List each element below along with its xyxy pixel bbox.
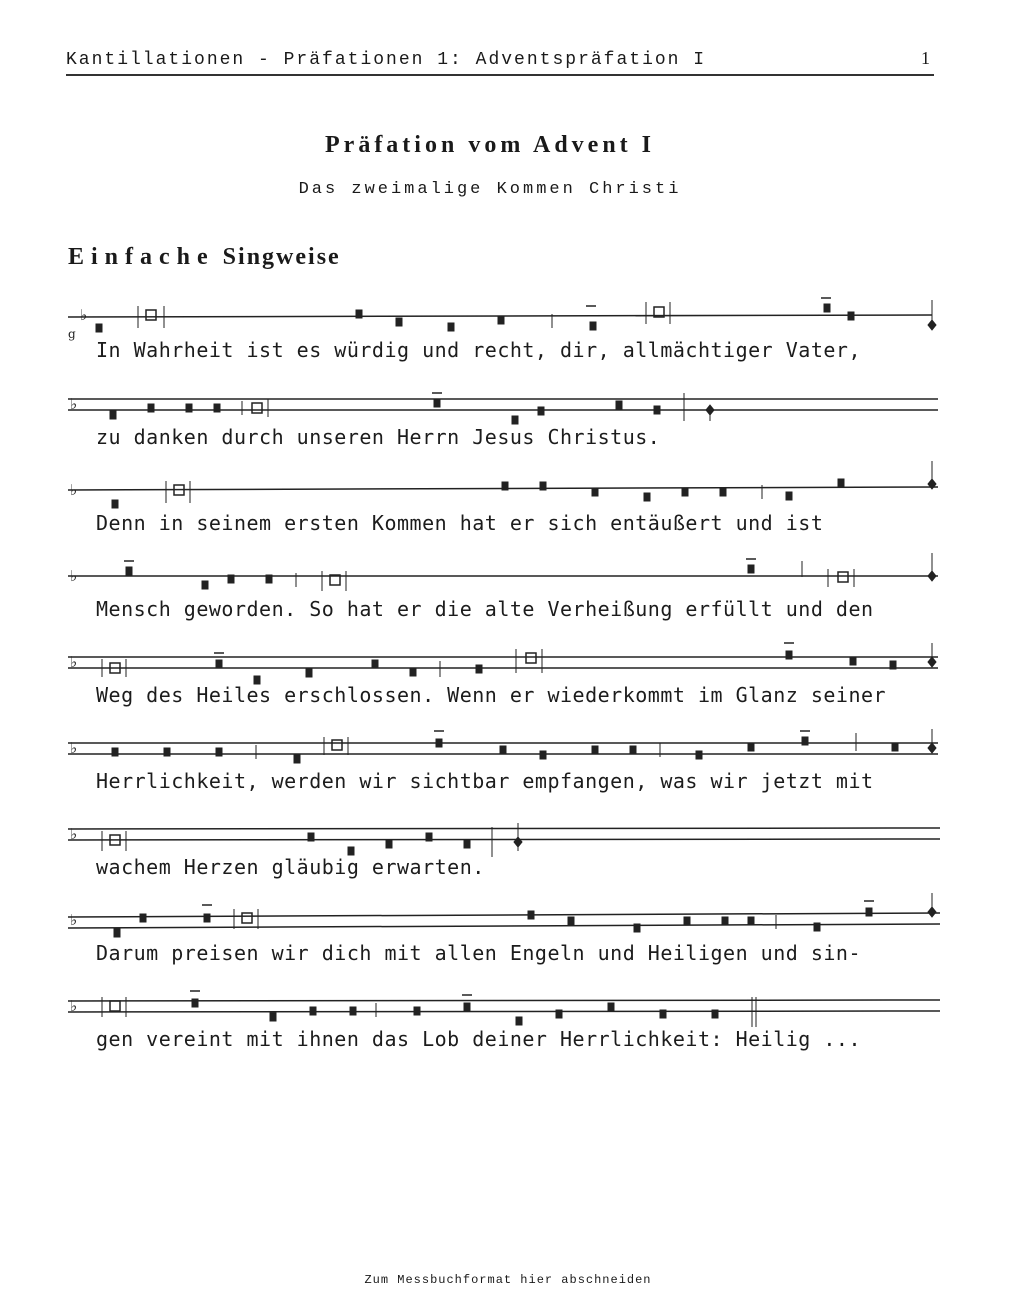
chant-system (66, 815, 946, 895)
chant-staff (66, 298, 946, 341)
chant-system (66, 557, 946, 637)
page-subtitle: Das zweimalige Kommen Christi (298, 180, 682, 199)
svg-text:♭: ♭ (70, 825, 78, 843)
chant-staff (66, 557, 946, 597)
chant-lyric-line: wachem Herzen gläubig erwarten. (96, 855, 485, 879)
section-heading-word1: Einfache (68, 244, 215, 270)
chant-staff (66, 815, 946, 855)
chant-lyric-line: Weg des Heiles erschlossen. Wenn er wiederkommt im Glanz seiner (96, 683, 887, 707)
running-header (66, 46, 934, 76)
chant-lyric-line: Darum preisen wir dich mit allen Engeln und Heiligen und sin- (96, 941, 862, 965)
chant-lyric-line: In Wahrheit ist es würdig und recht, dir, allmächtiger Vater, (96, 338, 862, 362)
svg-text:♭: ♭ (70, 739, 78, 757)
svg-text:♭: ♭ (70, 481, 78, 499)
running-title: Kantillationen - Präfationen 1: Adventspräfation I (66, 50, 707, 70)
svg-text:♭: ♭ (70, 653, 78, 671)
chant-system (66, 471, 946, 551)
chant-staff (66, 729, 946, 769)
chant-lyric-line: Denn in seinem ersten Kommen hat er sich entäußert und ist (96, 511, 824, 535)
chant-system (66, 385, 946, 465)
chant-lyric-line: Mensch geworden. So hat er die alte Verheißung erfüllt und den (96, 597, 874, 621)
section-heading-word2: Singweise (222, 244, 341, 270)
chant-staff (66, 643, 946, 683)
chant-lyric-line: Herrlichkeit, werden wir sichtbar empfangen, was wir jetzt mit (96, 769, 874, 793)
chant-lyric-line: gen vereint mit ihnen das Lob deiner Herrlichkeit: Heilig ... (96, 1027, 862, 1051)
svg-text:♭: ♭ (80, 306, 88, 324)
chant-staff (66, 901, 946, 941)
section-heading (68, 244, 341, 271)
page-title: Präfation vom Advent I (325, 132, 655, 158)
chant-system (66, 901, 946, 981)
cut-guide-note: Zum Messbuchformat hier abschneiden (364, 1273, 652, 1287)
chant-system (66, 298, 946, 378)
chant-system (66, 729, 946, 809)
chant-lyric-line: zu danken durch unseren Herrn Jesus Christus. (96, 425, 661, 449)
svg-text:♭: ♭ (70, 395, 78, 413)
svg-text:♭: ♭ (70, 911, 78, 929)
chant-staff (66, 987, 946, 1027)
chant-system (66, 987, 946, 1067)
svg-text:g: g (68, 327, 76, 341)
svg-text:♭: ♭ (70, 997, 78, 1015)
svg-text:♭: ♭ (70, 567, 78, 585)
chant-staff (66, 385, 946, 425)
chant-system (66, 643, 946, 723)
page-number: 1 (921, 48, 930, 68)
chant-staff (66, 471, 946, 511)
